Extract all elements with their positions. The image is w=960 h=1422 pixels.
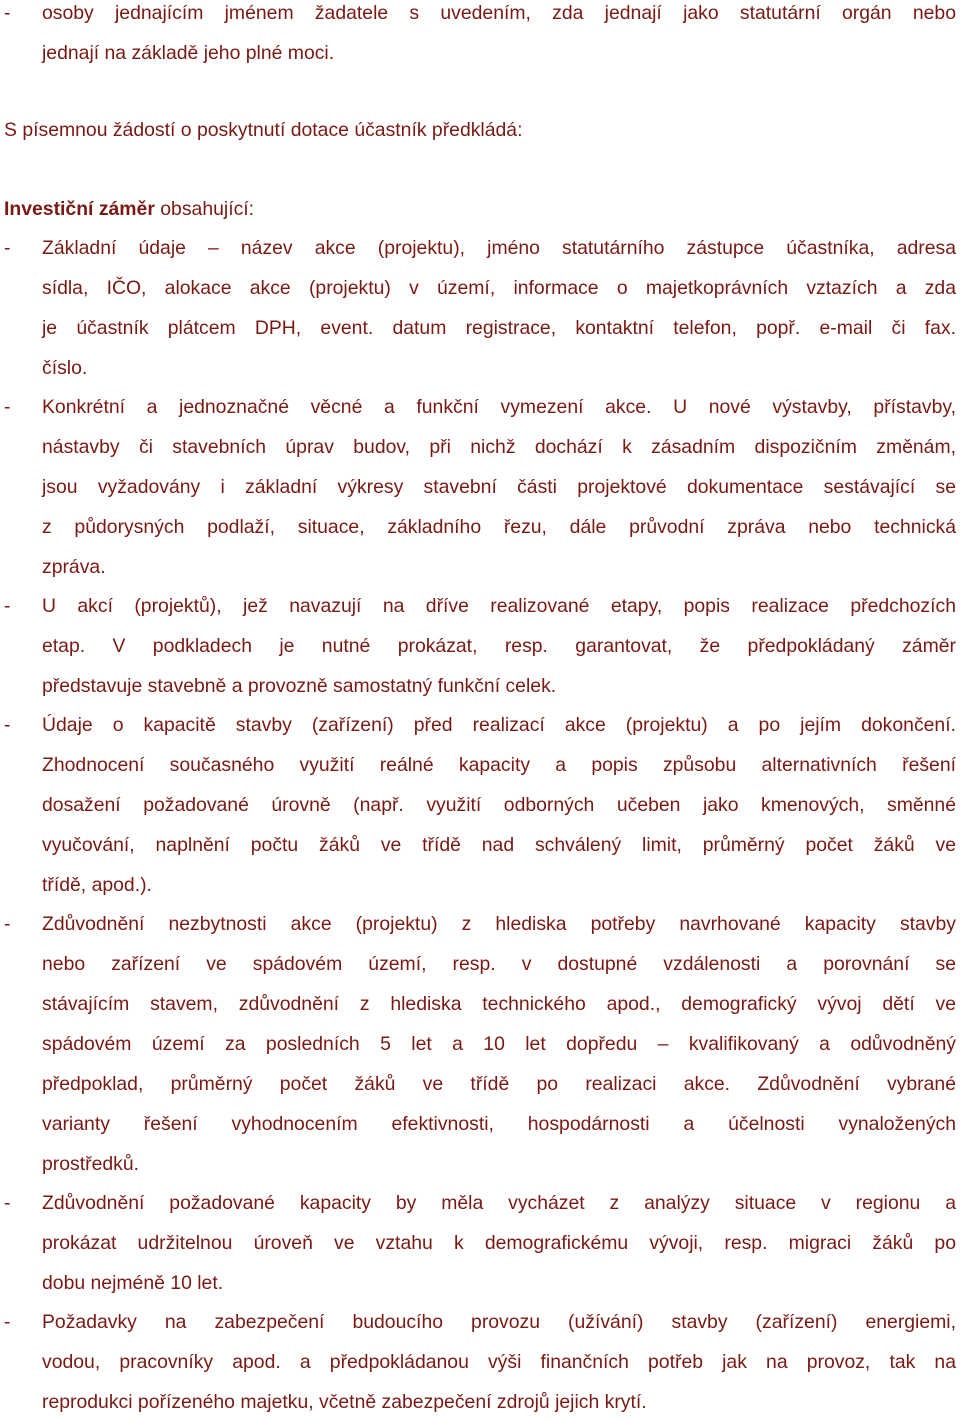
- text-line: jednají na základě jeho plné moci.: [42, 42, 335, 64]
- intro-paragraph: S písemnou žádostí o poskytnutí dotace účastník předkládá:: [4, 119, 523, 141]
- text-line: jsou vyžadovány i základní výkresy stavební části projektové dokumentace sestávající se: [42, 476, 956, 498]
- text-line: z půdorysných podlaží, situace, základního řezu, dále průvodní zpráva nebo technická: [42, 516, 956, 538]
- list-item-text: [42, 904, 956, 1184]
- list-dash: -: [4, 913, 11, 935]
- list-item-text: [42, 705, 956, 905]
- text-line: Požadavky na zabezpečení budoucího provozu (užívání) stavby (zařízení) energiemi,: [42, 1311, 956, 1333]
- text-line: Údaje o kapacitě stavby (zařízení) před realizací akce (projektu) a po jejím dokončení.: [42, 714, 956, 736]
- list-item: [4, 228, 956, 388]
- list-item: [4, 586, 956, 706]
- list-item-text: [42, 586, 956, 706]
- list-item: [4, 904, 956, 1184]
- text-line: Zdůvodnění nezbytnosti akce (projektu) z hlediska potřeby navrhované kapacity stavby: [42, 913, 956, 935]
- text-line: dosažení požadované úrovně (např. využití odborných učeben jako kmenových, směnné: [42, 794, 956, 816]
- list-dash: -: [4, 237, 11, 259]
- text-line: třídě, apod.).: [42, 874, 152, 896]
- text-line: zpráva.: [42, 556, 106, 578]
- list-item-text: [42, 387, 956, 587]
- text-line: sídla, IČO, alokace akce (projektu) v území, informace o majetkoprávních vztazích a zda: [42, 277, 956, 299]
- text-line: nástavby či stavebních úprav budov, při nichž dochází k zásadním dispozičním změnám,: [42, 436, 956, 458]
- list-dash: -: [4, 714, 11, 736]
- text-line: prostředků.: [42, 1153, 140, 1175]
- text-line: Konkrétní a jednoznačné věcné a funkční vymezení akce. U nové výstavby, přístavby,: [42, 396, 956, 418]
- text-line: je účastník plátcem DPH, event. datum registrace, kontaktní telefon, popř. e-mail či fax.: [42, 317, 956, 339]
- list-item-text: [42, 1183, 956, 1303]
- list-dash: -: [4, 2, 11, 24]
- text-line: nebo zařízení ve spádovém území, resp. v dostupné vzdálenosti a porovnání se: [42, 953, 956, 975]
- text-line: předpoklad, průměrný počet žáků ve třídě po realizaci akce. Zdůvodnění vybrané: [42, 1073, 956, 1095]
- list-item-text: [42, 228, 956, 388]
- list-item: [4, 1302, 956, 1422]
- list-item: [4, 387, 956, 587]
- heading-bold: Investiční záměr: [4, 198, 155, 220]
- text-line: prokázat udržitelnou úroveň ve vztahu k demografickému vývoji, resp. migraci žáků po: [42, 1232, 956, 1254]
- text-line: stávajícím stavem, zdůvodnění z hlediska technického apod., demografický vývoj dětí ve: [42, 993, 956, 1015]
- list-item: [4, 705, 956, 905]
- list-dash: -: [4, 396, 11, 418]
- text-line: vyučování, naplnění počtu žáků ve třídě nad schválený limit, průměrný počet žáků ve: [42, 834, 956, 856]
- text-line: Zdůvodnění požadované kapacity by měla vycházet z analýzy situace v regionu a: [42, 1192, 956, 1214]
- list-item-text: [42, 1302, 956, 1422]
- text-line: představuje stavebně a provozně samostatný funkční celek.: [42, 675, 557, 697]
- text-line: Základní údaje – název akce (projektu), jméno statutárního zástupce účastníka, adresa: [42, 237, 956, 259]
- text-line: etap. V podkladech je nutné prokázat, resp. garantovat, že předpokládaný záměr: [42, 635, 956, 657]
- list-item: [4, 0, 956, 73]
- list-dash: -: [4, 1311, 11, 1333]
- heading-rest: obsahující:: [154, 198, 255, 220]
- text-line: varianty řešení vyhodnocením efektivnosti, hospodárnosti a účelnosti vynaložených: [42, 1113, 956, 1135]
- list-item: [4, 1183, 956, 1303]
- text-line: číslo.: [42, 357, 88, 379]
- text-line: Zhodnocení současného využití reálné kapacity a popis způsobu alternativních řešení: [42, 754, 956, 776]
- text-line: spádovém území za posledních 5 let a 10 let dopředu – kvalifikovaný a odůvodněný: [42, 1033, 956, 1055]
- text-line: dobu nejméně 10 let.: [42, 1272, 224, 1294]
- list-dash: -: [4, 1192, 11, 1214]
- text-line: osoby jednajícím jménem žadatele s uvedením, zda jednají jako statutární orgán nebo: [42, 2, 956, 24]
- list-item-text: [42, 0, 956, 73]
- text-line: U akcí (projektů), jež navazují na dříve realizované etapy, popis realizace předchozích: [42, 595, 956, 617]
- text-line: vodou, pracovníky apod. a předpokládanou výši finančních potřeb jak na provoz, tak na: [42, 1351, 956, 1373]
- text-line: reprodukci pořízeného majetku, včetně zabezpečení zdrojů jejich krytí.: [42, 1391, 647, 1413]
- section-heading: [4, 189, 954, 229]
- list-dash: -: [4, 595, 11, 617]
